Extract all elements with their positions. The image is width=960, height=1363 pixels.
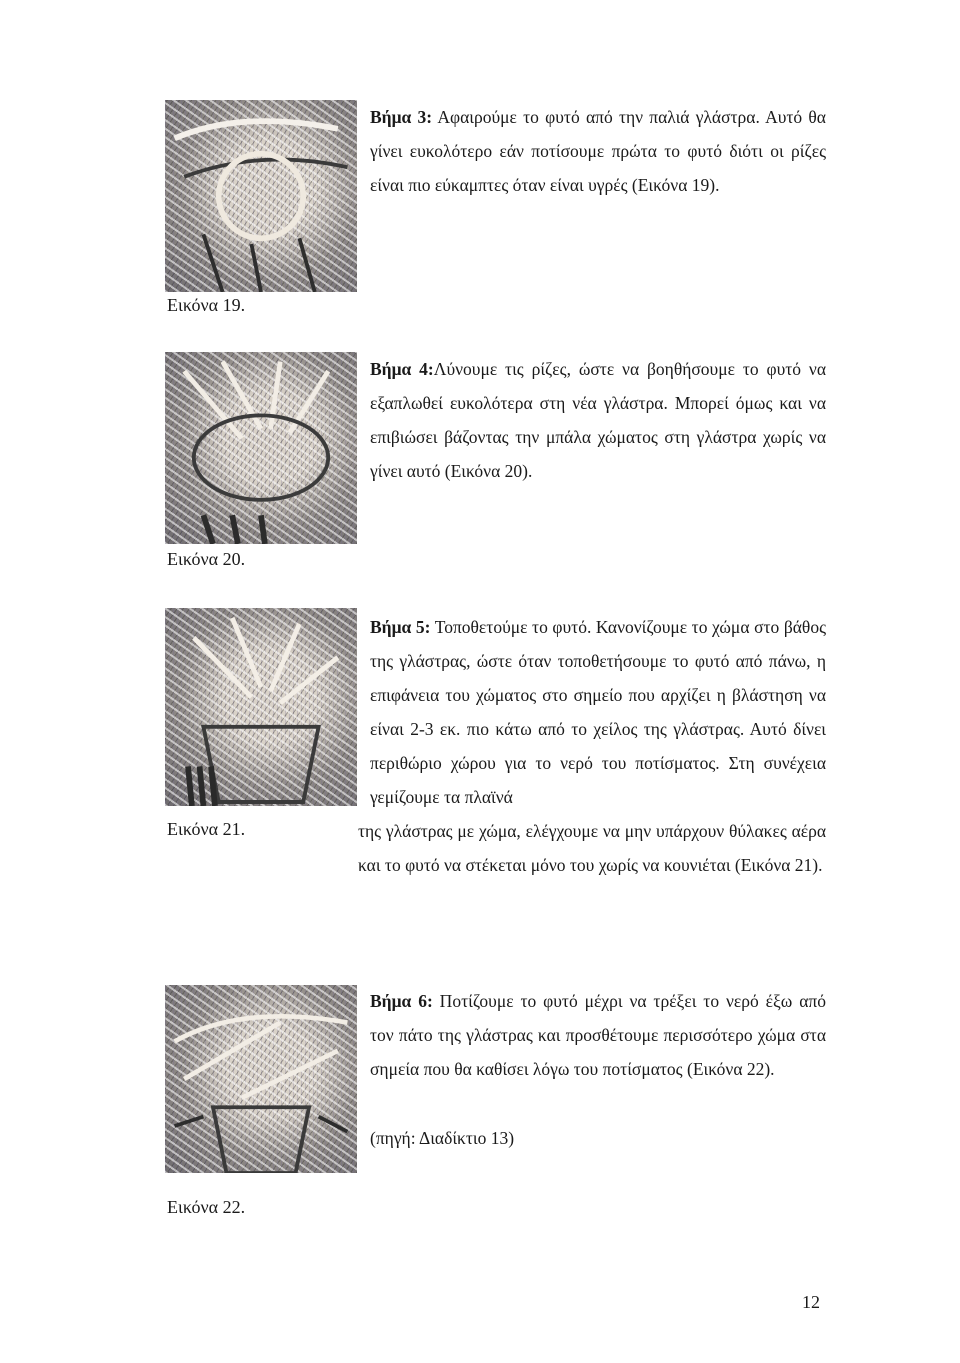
step-3-text: Αφαιρούμε το φυτό από την παλιά γλάστρα. Αυτό θα γίνει ευκολότερο εάν ποτίσουμε πρώτα το φυτό διότι οι ρίζες είναι πιο εύκαμπτες όταν είναι υγρές (Εικόνα 19). — [370, 107, 826, 195]
figure-21-image — [165, 608, 357, 806]
step-3-label: Βήμα 3: — [370, 107, 433, 127]
step-5-label: Βήμα 5: — [370, 617, 431, 637]
page-number: 12 — [802, 1292, 820, 1312]
step-4-paragraph — [370, 352, 826, 488]
figure-22-image — [165, 985, 357, 1173]
step-6-label: Βήμα 6: — [370, 991, 433, 1011]
step-6-paragraph — [370, 984, 826, 1086]
step-5-paragraph-continued: της γλάστρας με χώμα, ελέγχουμε να μην υπάρχουν θύλακες αέρα και το φυτό να στέκεται μόνο του χωρίς να κουνιέται (Εικόνα 21). — [358, 821, 826, 875]
figure-20-caption: Εικόνα 20. — [167, 549, 246, 569]
step-4-text: Λύνουμε τις ρίζες, ώστε να βοηθήσουμε το φυτό να εξαπλωθεί ευκολότερα στη νέα γλάστρα. Μπορεί όμως και να επιβιώσει βάζοντας την μπάλα χώματος στη γλάστρα χωρίς να γίνει αυτό (Εικόνα 20). — [370, 359, 826, 481]
step-6-source: (πηγή: Διαδίκτιο 13) — [370, 1128, 515, 1148]
figure-20-image — [165, 352, 357, 544]
figure-21-caption: Εικόνα 21. — [167, 819, 246, 839]
figure-22-caption: Εικόνα 22. — [167, 1197, 246, 1217]
step-5-paragraph — [370, 610, 826, 814]
step-4-label: Βήμα 4: — [370, 359, 434, 379]
figure-19-image — [165, 100, 357, 292]
step-3-paragraph — [370, 100, 826, 202]
step-5-text: Τοποθετούμε το φυτό. Κανονίζουμε το χώμα στο βάθος της γλάστρας, ώστε όταν τοποθετήσουμε το φυτό από πάνω, η επιφάνεια του χώματος στο σημείο που αρχίζει η βλάστηση να είναι 2-3 εκ. πιο κάτω από το χείλος της γλάστρας. Αυτό δίνει περιθώριο χώρου για το νερό του ποτίσματος. Στη συνέχεια γεμίζουμε τα πλαϊνά — [370, 617, 826, 807]
figure-19-caption: Εικόνα 19. — [167, 295, 246, 315]
step-6-text: Ποτίζουμε το φυτό μέχρι να τρέξει το νερό έξω από τον πάτο της γλάστρας και προσθέτουμε περισσότερο χώμα στα σημεία που θα καθίσει λόγω του ποτίσματος (Εικόνα 22). — [370, 991, 826, 1079]
